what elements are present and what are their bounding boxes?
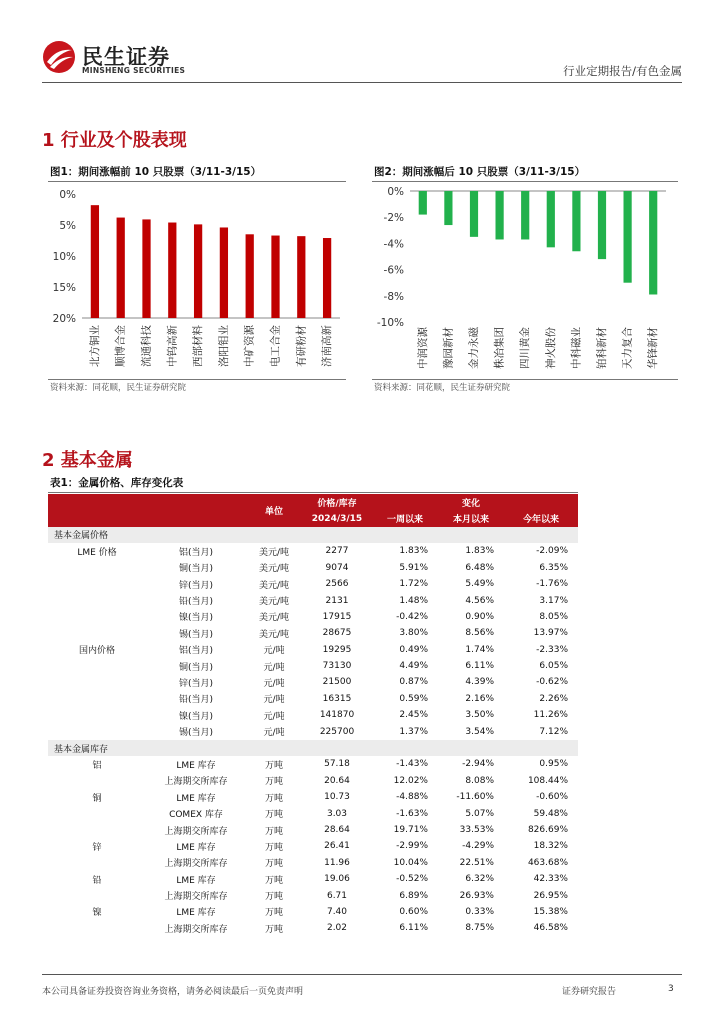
row-week-change: 6.89% xyxy=(399,890,428,901)
y-tick-label: 15% xyxy=(52,282,76,294)
bar xyxy=(521,191,529,239)
fig2-title: 图2：期间涨幅后 10 只股票（3/11-3/15） xyxy=(374,166,586,178)
row-group-label xyxy=(48,691,146,707)
row-month-change: 26.93% xyxy=(459,890,494,901)
row-value: 19.06 xyxy=(324,874,350,885)
row-value: 11.96 xyxy=(324,857,350,868)
table-title: 表1：金属价格、库存变化表 xyxy=(50,477,184,489)
table-row xyxy=(48,920,578,936)
header-week: 一周以来 xyxy=(372,510,438,526)
x-tick-label: 顺博合金 xyxy=(114,325,127,367)
footer-disclaimer: 本公司具备证券投资咨询业务资格，请务必阅读最后一页免责声明 xyxy=(42,987,304,997)
row-year-change: 463.68% xyxy=(527,857,568,868)
table-row xyxy=(48,789,578,805)
row-value: 2131 xyxy=(325,595,349,606)
row-group-label: 锌 xyxy=(92,842,102,853)
table-row xyxy=(48,560,578,576)
table-row xyxy=(48,756,578,772)
section-1-title: 1 行业及个股表现 xyxy=(42,130,187,151)
row-group-label xyxy=(48,576,146,592)
row-unit: 万吨 xyxy=(264,924,283,935)
row-group-label: 铜 xyxy=(92,793,102,804)
row-group-label xyxy=(48,773,146,789)
row-group-label: 铅 xyxy=(92,875,102,886)
row-month-change: 8.56% xyxy=(465,628,494,639)
row-value: 20.64 xyxy=(324,775,350,786)
row-year-change: 6.05% xyxy=(539,661,568,672)
row-year-change: 59.48% xyxy=(533,808,568,819)
row-value: 21500 xyxy=(322,677,352,688)
header-change: 变化 xyxy=(438,494,504,510)
row-item: 上海期交所库存 xyxy=(164,892,228,903)
row-group-label xyxy=(48,805,146,821)
row-unit: 万吨 xyxy=(264,810,283,821)
fig1-source: 资料来源：同花顺，民生证券研究院 xyxy=(50,383,187,393)
y-tick-label: 0% xyxy=(59,189,76,201)
row-unit: 美元/吨 xyxy=(258,547,290,558)
table-row xyxy=(48,707,578,723)
fig1-rule xyxy=(48,181,346,182)
row-group-label: 镍 xyxy=(92,908,102,919)
row-year-change: 18.32% xyxy=(533,841,568,852)
row-month-change: 2.16% xyxy=(465,693,494,704)
row-unit: 元/吨 xyxy=(263,662,285,673)
row-item: LME 库存 xyxy=(176,842,216,853)
row-group-label xyxy=(48,592,146,608)
fig2-bottom-rule xyxy=(372,379,678,380)
row-unit: 美元/吨 xyxy=(258,564,290,575)
row-group-label: LME 价格 xyxy=(77,547,117,558)
row-year-change: 108.44% xyxy=(527,775,568,786)
row-item: 铝(当月) xyxy=(178,547,214,558)
row-year-change: 8.05% xyxy=(539,611,568,622)
table-header-row-1 xyxy=(48,494,578,510)
x-tick-label: 洛阳钼业 xyxy=(217,325,230,367)
row-week-change: 1.83% xyxy=(399,546,428,557)
row-month-change: 1.83% xyxy=(465,546,494,557)
table-row xyxy=(48,642,578,658)
header-divider xyxy=(42,82,682,83)
row-month-change: 6.48% xyxy=(465,562,494,573)
row-week-change: -0.42% xyxy=(396,611,428,622)
row-item: 镍(当月) xyxy=(178,711,214,722)
row-unit: 万吨 xyxy=(264,859,283,870)
page-number: 3 xyxy=(668,984,674,994)
minsheng-logo-icon xyxy=(42,40,76,74)
y-tick-label: 10% xyxy=(52,251,76,263)
bar xyxy=(168,223,176,318)
bar xyxy=(91,205,99,318)
bar xyxy=(470,191,478,237)
y-tick-label: 5% xyxy=(59,220,76,232)
header-month: 本月以来 xyxy=(438,510,504,526)
x-tick-label: 天力复合 xyxy=(621,327,634,369)
row-year-change: 0.95% xyxy=(539,759,568,770)
fig1-bottom-rule xyxy=(48,379,346,380)
row-year-change: 6.35% xyxy=(539,562,568,573)
y-tick-label: 0% xyxy=(387,186,404,198)
y-tick-label: -8% xyxy=(383,290,404,303)
row-group-label xyxy=(48,887,146,903)
row-item: 镍(当月) xyxy=(178,613,214,624)
bar xyxy=(142,219,150,318)
x-tick-label: 华锋新材 xyxy=(647,327,660,369)
table-row xyxy=(48,658,578,674)
chart-bottom10 xyxy=(372,184,678,378)
row-month-change: 5.07% xyxy=(465,808,494,819)
row-month-change: 1.74% xyxy=(465,644,494,655)
row-item: COMEX 库存 xyxy=(169,810,223,821)
bar xyxy=(323,238,331,318)
row-year-change: 26.95% xyxy=(533,890,568,901)
logo-en-text: MINSHENG SECURITIES xyxy=(82,66,186,75)
x-tick-label: 西部材料 xyxy=(192,325,205,367)
row-item: 铝(当月) xyxy=(178,646,214,657)
row-unit: 美元/吨 xyxy=(258,613,290,624)
row-month-change: 33.53% xyxy=(459,825,494,835)
row-month-change: 0.90% xyxy=(465,611,494,622)
bar xyxy=(419,191,427,215)
row-year-change: 11.26% xyxy=(533,710,568,721)
table-row xyxy=(48,723,578,739)
row-item: 锡(当月) xyxy=(178,728,214,739)
row-unit: 元/吨 xyxy=(263,678,285,689)
footer-divider xyxy=(42,974,682,975)
row-year-change: 42.33% xyxy=(533,874,568,885)
bar xyxy=(649,191,657,294)
row-unit: 美元/吨 xyxy=(258,597,290,608)
row-unit: 万吨 xyxy=(264,842,283,853)
header-unit: 单位 xyxy=(246,494,302,527)
row-value: 16315 xyxy=(322,693,352,704)
row-year-change: 7.12% xyxy=(539,726,568,737)
row-unit: 美元/吨 xyxy=(258,629,290,640)
row-value: 141870 xyxy=(319,710,355,721)
row-week-change: 2.45% xyxy=(399,710,428,721)
row-month-change: 8.08% xyxy=(465,775,494,786)
row-unit: 万吨 xyxy=(264,826,283,837)
report-type: 行业定期报告/有色金属 xyxy=(563,64,682,78)
row-year-change: -1.76% xyxy=(536,579,568,590)
row-value: 6.71 xyxy=(326,890,348,901)
x-tick-label: 金力永磁 xyxy=(468,327,480,369)
bar xyxy=(444,191,452,225)
row-month-change: 3.54% xyxy=(465,726,494,737)
table-row xyxy=(48,805,578,821)
row-unit: 万吨 xyxy=(264,875,283,886)
row-group-label xyxy=(48,658,146,674)
row-value: 3.03 xyxy=(326,808,348,819)
row-week-change: 4.49% xyxy=(399,661,428,672)
row-group-label xyxy=(48,822,146,838)
row-week-change: 3.80% xyxy=(399,628,428,639)
row-value: 26.41 xyxy=(324,841,350,852)
bar xyxy=(220,227,228,318)
bar xyxy=(572,191,580,251)
row-week-change: -1.43% xyxy=(396,759,428,770)
header-date: 2024/3/15 xyxy=(302,510,372,526)
table-category-row xyxy=(48,527,578,543)
header-year: 今年以来 xyxy=(504,510,578,526)
row-week-change: 19.71% xyxy=(393,825,428,835)
x-tick-label: 济南高新 xyxy=(321,325,334,367)
row-value: 17915 xyxy=(322,611,352,622)
row-value: 28675 xyxy=(322,628,352,639)
row-week-change: -2.99% xyxy=(396,841,428,852)
row-value: 2277 xyxy=(325,546,349,557)
row-unit: 元/吨 xyxy=(263,695,285,706)
table-row xyxy=(48,543,578,559)
x-tick-label: 流通科技 xyxy=(140,325,153,367)
row-value: 225700 xyxy=(319,726,355,737)
table-row xyxy=(48,904,578,920)
row-year-change: 13.97% xyxy=(533,628,568,639)
row-year-change: -0.60% xyxy=(536,792,568,803)
y-tick-label: -10% xyxy=(376,317,404,329)
fig2-rule xyxy=(372,181,678,182)
row-week-change: 10.04% xyxy=(393,857,428,868)
row-week-change: 1.37% xyxy=(399,726,428,737)
table-row xyxy=(48,887,578,903)
row-month-change: 22.51% xyxy=(459,857,494,868)
table-row xyxy=(48,609,578,625)
x-tick-label: 豫园新材 xyxy=(442,327,455,369)
row-week-change: 1.72% xyxy=(399,579,428,590)
row-year-change: -2.09% xyxy=(536,546,568,557)
bar xyxy=(246,234,254,318)
row-month-change: 5.49% xyxy=(465,579,494,590)
row-month-change: -11.60% xyxy=(456,792,494,803)
row-group-label xyxy=(48,560,146,576)
bar xyxy=(598,191,606,259)
row-item: LME 库存 xyxy=(176,793,216,804)
x-tick-label: 四川黄金 xyxy=(519,327,532,369)
bar xyxy=(297,236,305,318)
x-tick-label: 神火股份 xyxy=(544,327,557,369)
y-tick-label: -4% xyxy=(383,238,404,251)
x-tick-label: 北方铜业 xyxy=(88,325,101,367)
row-item: LME 库存 xyxy=(176,875,216,886)
row-unit: 万吨 xyxy=(264,892,283,903)
metal-table xyxy=(48,494,578,937)
row-value: 10.73 xyxy=(324,792,350,803)
row-week-change: 5.91% xyxy=(399,562,428,573)
row-item: 上海期交所库存 xyxy=(164,826,228,837)
row-week-change: 0.87% xyxy=(399,677,428,688)
x-tick-label: 株冶集团 xyxy=(493,327,506,369)
bar xyxy=(271,236,279,318)
row-year-change: -0.62% xyxy=(536,677,568,688)
section-2-title: 2 基本金属 xyxy=(42,450,133,471)
table-row xyxy=(48,625,578,641)
row-month-change: -2.94% xyxy=(462,759,494,770)
row-month-change: -4.29% xyxy=(462,841,494,852)
table-row xyxy=(48,592,578,608)
row-unit: 元/吨 xyxy=(263,728,285,739)
chart-top10 xyxy=(48,184,346,378)
row-week-change: 6.11% xyxy=(399,923,428,934)
row-item: 铅(当月) xyxy=(178,695,214,706)
table-row xyxy=(48,773,578,789)
row-value: 57.18 xyxy=(324,759,350,770)
row-item: 铅(当月) xyxy=(178,597,214,608)
y-tick-label: 20% xyxy=(52,313,76,325)
table-row xyxy=(48,855,578,871)
row-week-change: 0.60% xyxy=(399,906,428,917)
row-group-label xyxy=(48,674,146,690)
bar xyxy=(194,224,202,318)
row-group-label xyxy=(48,855,146,871)
y-tick-label: -2% xyxy=(383,212,404,225)
row-value: 7.40 xyxy=(326,906,348,917)
row-year-change: 3.17% xyxy=(539,595,568,606)
row-month-change: 4.39% xyxy=(465,677,494,688)
row-group-label xyxy=(48,609,146,625)
row-week-change: 1.48% xyxy=(399,595,428,606)
row-unit: 万吨 xyxy=(264,777,283,788)
category-label: 基本金属库存 xyxy=(48,740,578,756)
fig1-title: 图1：期间涨幅前 10 只股票（3/11-3/15） xyxy=(50,166,262,178)
footer-label: 证券研究报告 xyxy=(562,987,617,997)
table-header-row-2 xyxy=(48,510,578,526)
row-month-change: 3.50% xyxy=(465,710,494,721)
row-month-change: 6.32% xyxy=(465,874,494,885)
table-row xyxy=(48,576,578,592)
row-group-label xyxy=(48,723,146,739)
row-value: 19295 xyxy=(322,644,352,655)
row-value: 73130 xyxy=(322,661,352,672)
logo-cn-text: 民生证券 xyxy=(82,45,170,69)
fig2-source: 资料来源：同花顺，民生证券研究院 xyxy=(374,383,511,393)
row-item: 锡(当月) xyxy=(178,629,214,640)
row-year-change: 826.69% xyxy=(527,825,568,835)
row-value: 2566 xyxy=(325,579,349,590)
row-group-label: 铝 xyxy=(92,760,102,771)
row-week-change: -4.88% xyxy=(396,792,428,803)
header-price: 价格/库存 xyxy=(302,494,372,510)
row-year-change: 15.38% xyxy=(533,906,568,917)
x-tick-label: 中科磁业 xyxy=(570,327,583,369)
x-tick-label: 电工合金 xyxy=(269,325,282,367)
row-item: 锌(当月) xyxy=(178,580,214,591)
row-unit: 万吨 xyxy=(264,793,283,804)
row-item: 锌(当月) xyxy=(178,678,214,689)
row-month-change: 4.56% xyxy=(465,595,494,606)
y-tick-label: -6% xyxy=(383,264,404,277)
table-title-rule xyxy=(48,492,578,493)
table-category-row xyxy=(48,740,578,756)
row-month-change: 8.75% xyxy=(465,923,494,934)
table-row xyxy=(48,674,578,690)
row-unit: 元/吨 xyxy=(263,646,285,657)
x-tick-label: 有研粉材 xyxy=(295,325,308,367)
bar xyxy=(496,191,504,239)
table-row xyxy=(48,822,578,838)
row-week-change: 0.49% xyxy=(399,644,428,655)
row-item: 铜(当月) xyxy=(178,564,214,575)
table-row xyxy=(48,691,578,707)
x-tick-label: 中润资源 xyxy=(416,327,429,369)
row-value: 9074 xyxy=(325,562,349,573)
x-tick-label: 中钨高新 xyxy=(166,325,179,367)
row-group-label xyxy=(48,707,146,723)
table-row xyxy=(48,838,578,854)
row-value: 28.64 xyxy=(324,825,350,835)
bar xyxy=(547,191,555,247)
category-label: 基本金属价格 xyxy=(48,527,578,543)
row-month-change: 0.33% xyxy=(465,906,494,917)
x-tick-label: 铂科新材 xyxy=(596,327,608,369)
row-unit: 万吨 xyxy=(264,908,283,919)
row-item: LME 库存 xyxy=(176,908,216,919)
bar xyxy=(117,218,125,318)
bar xyxy=(624,191,632,283)
row-unit: 美元/吨 xyxy=(258,580,290,591)
row-item: 上海期交所库存 xyxy=(164,924,228,935)
row-month-change: 6.11% xyxy=(465,661,494,672)
row-item: LME 库存 xyxy=(176,760,216,771)
row-week-change: 12.02% xyxy=(393,775,428,786)
row-unit: 元/吨 xyxy=(263,711,285,722)
table-row xyxy=(48,871,578,887)
row-unit: 万吨 xyxy=(264,760,283,771)
row-item: 铜(当月) xyxy=(178,662,214,673)
row-group-label xyxy=(48,625,146,641)
x-tick-label: 中矿资源 xyxy=(243,325,256,367)
row-year-change: -2.33% xyxy=(536,644,568,655)
row-group-label xyxy=(48,920,146,936)
row-year-change: 46.58% xyxy=(533,923,568,934)
row-week-change: -0.52% xyxy=(396,874,428,885)
row-week-change: -1.63% xyxy=(396,808,428,819)
row-item: 上海期交所库存 xyxy=(164,777,228,788)
row-group-label: 国内价格 xyxy=(78,646,115,657)
row-value: 2.02 xyxy=(326,923,348,934)
row-week-change: 0.59% xyxy=(399,693,428,704)
row-year-change: 2.26% xyxy=(539,693,568,704)
row-item: 上海期交所库存 xyxy=(164,859,228,870)
